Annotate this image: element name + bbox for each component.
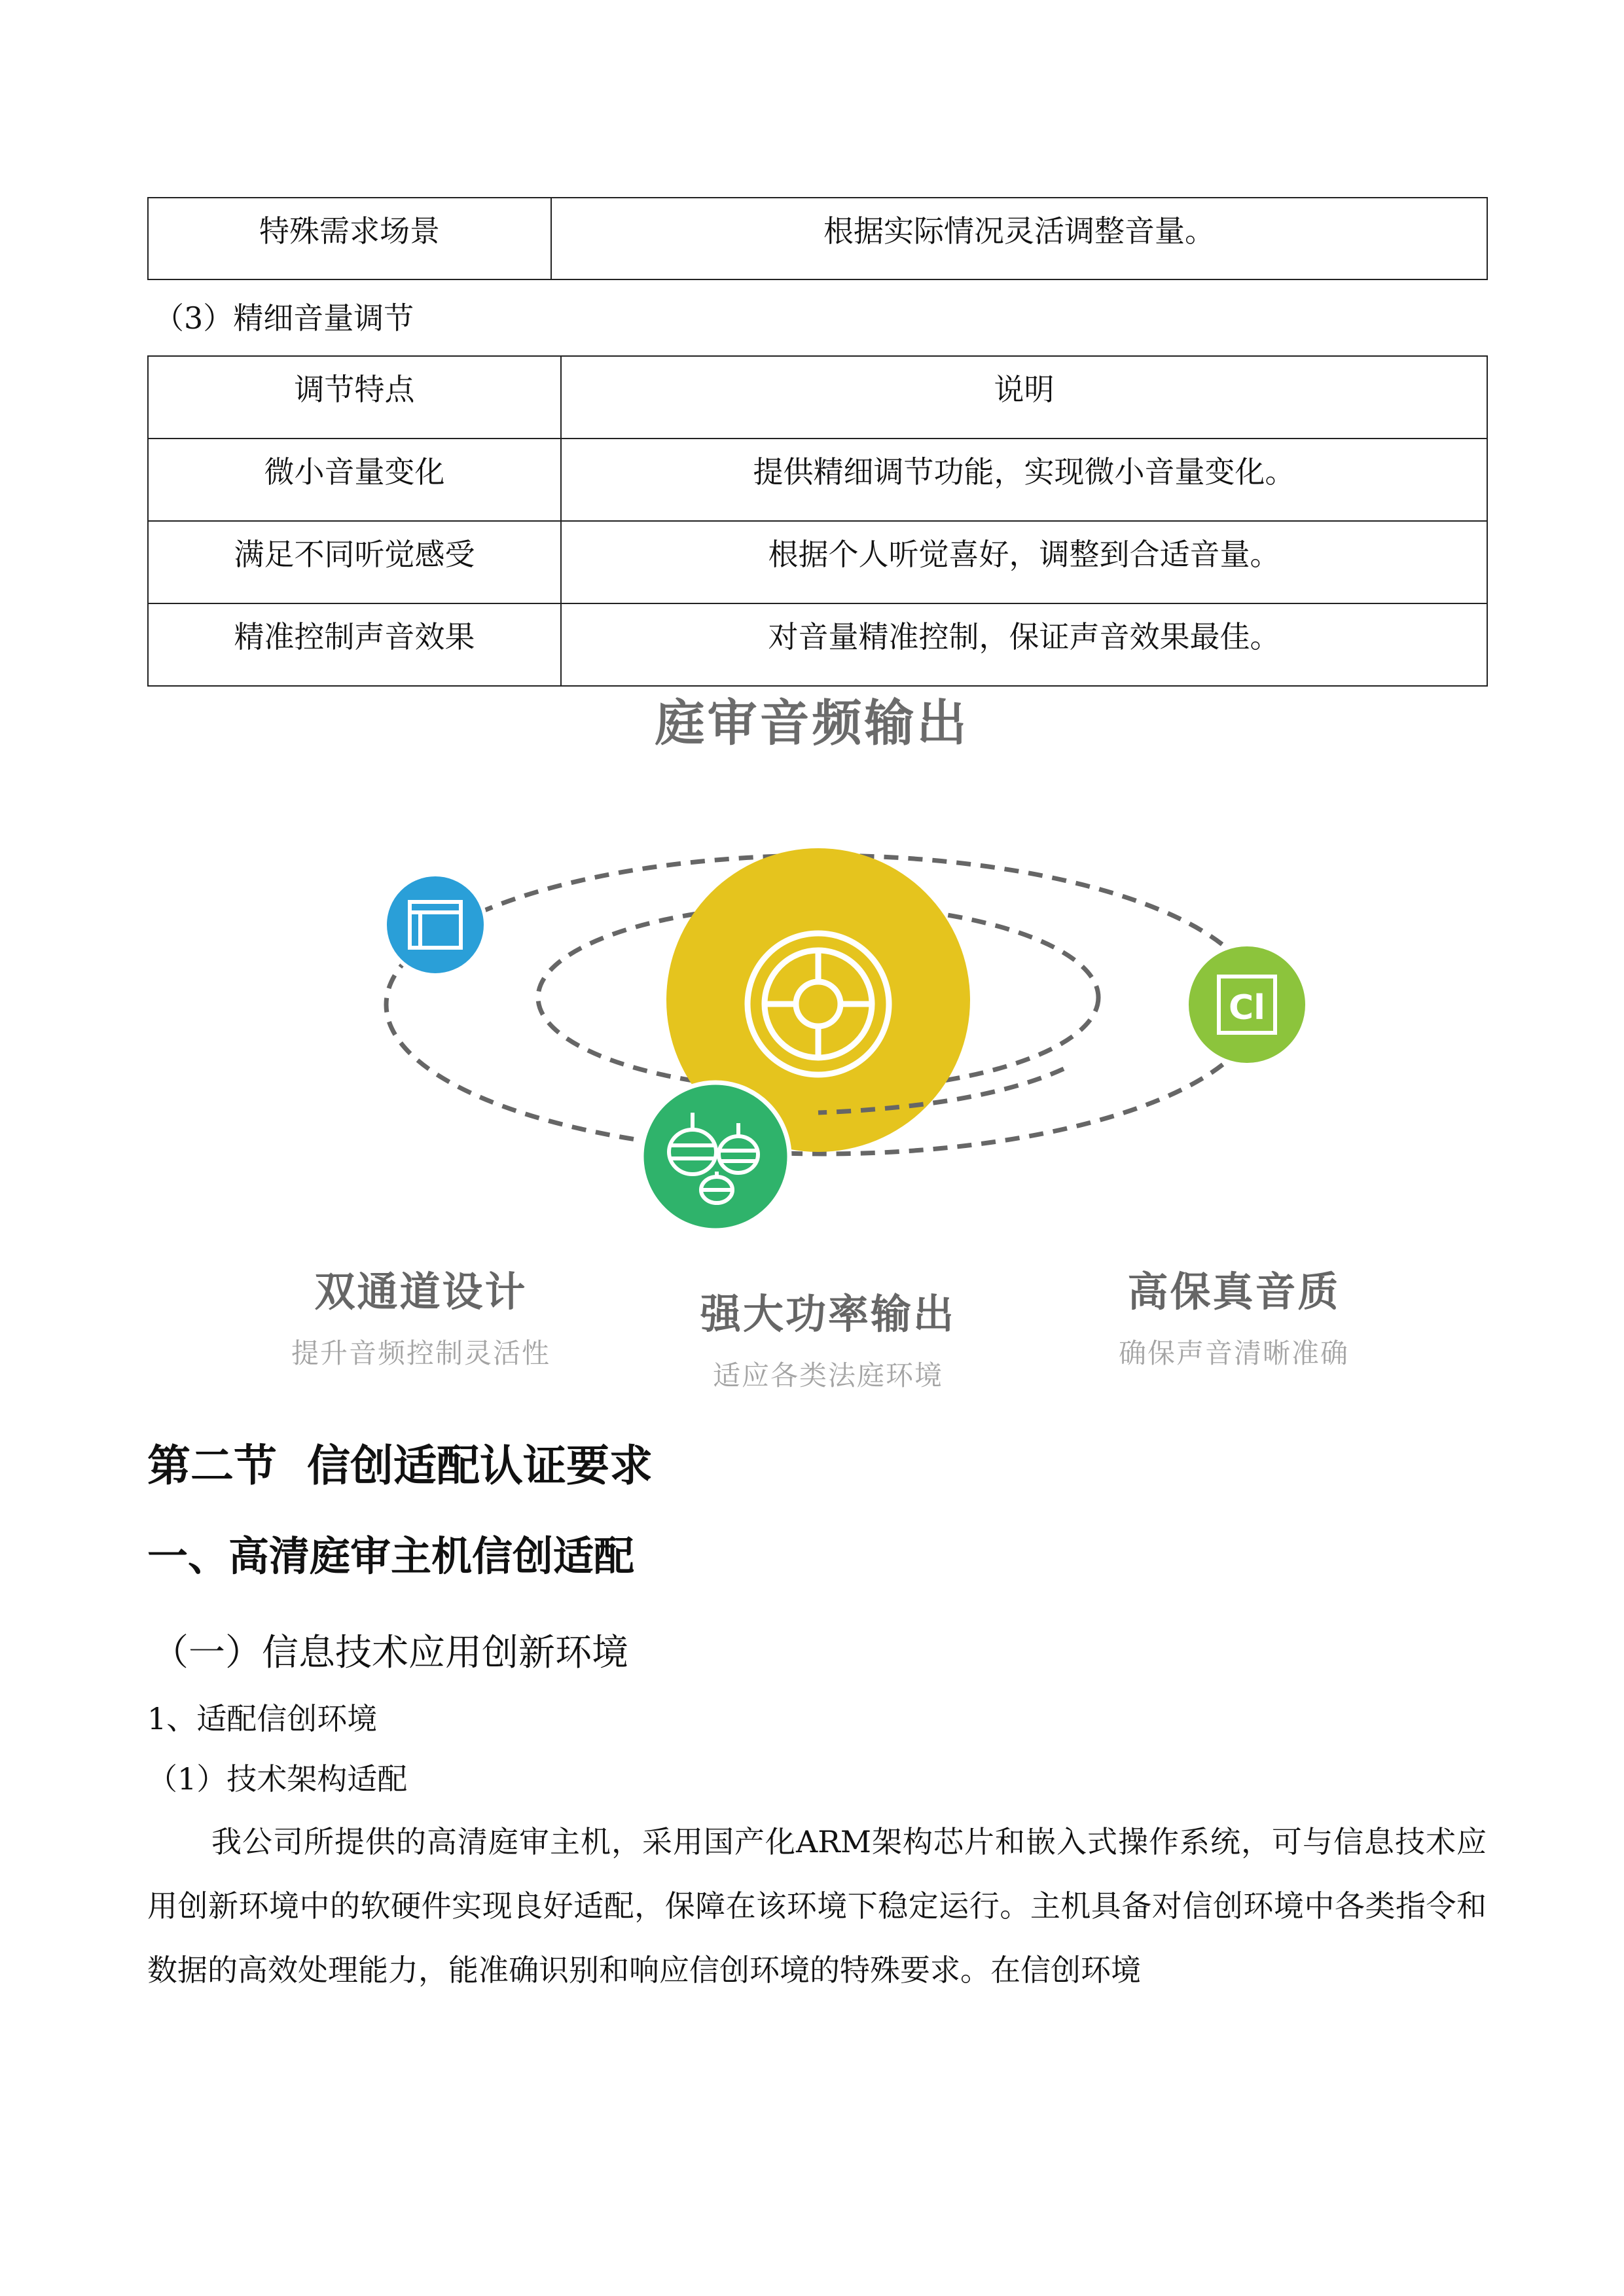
item-subheading: （1）技术架构适配 [147,1761,408,1797]
table-cell: 精准控制声音效果 [148,603,561,686]
window-badge [385,874,486,975]
table-cell: 满足不同听觉感受 [148,521,561,603]
diagram-title: 庭审音频输出 [655,694,969,752]
feature-power-output [599,1289,1057,1394]
feature-title: 双通道设计 [314,1268,528,1316]
table-cell: 根据个人听觉喜好，调整到合适音量。 [561,521,1487,603]
sub-heading: 一、高清庭审主机信创适配 [147,1532,635,1580]
table-cell: 对音量精准控制，保证声音效果最佳。 [561,603,1487,686]
level3-heading: （一）信息技术应用创新环境 [152,1632,628,1674]
table-caption: （3）精细音量调节 [154,300,414,336]
table-header-cell: 说明 [561,356,1487,439]
table-cell: 根据实际情况灵活调整音量。 [551,198,1487,279]
feature-dual-channel [192,1267,650,1372]
table-cell: 特殊需求场景 [148,198,551,279]
table-cell: 微小音量变化 [148,439,561,521]
table-cell: 提供精细调节功能，实现微小音量变化。 [561,439,1487,521]
item-heading: 1、适配信创环境 [147,1701,378,1736]
feature-title: 强大功率输出 [700,1290,956,1338]
section-heading: 第二节 信创适配认证要求 [147,1441,653,1491]
feature-title: 高保真音质 [1127,1268,1341,1316]
body-paragraph: 我公司所提供的高清庭审主机，采用国产化ARM架构芯片和嵌入式操作系统，可与信息技术应用创新环境中的软硬件实现良好适配，保障在该环境下稳定运行。主机具备对信创环境中各类指令和数据的高效处理能力，能准确识别和响应信创环境的特殊要求。在信创环境 [147,1824,1487,1988]
feature-desc: 提升音频控制灵活性 [291,1337,550,1369]
feature-hifi-quality [1005,1267,1463,1372]
svg-text:Cl: Cl [1229,988,1265,1028]
feature-desc: 确保声音清晰准确 [1118,1337,1349,1369]
table-header-cell: 调节特点 [148,356,561,439]
feature-desc: 适应各类法庭环境 [712,1359,943,1391]
